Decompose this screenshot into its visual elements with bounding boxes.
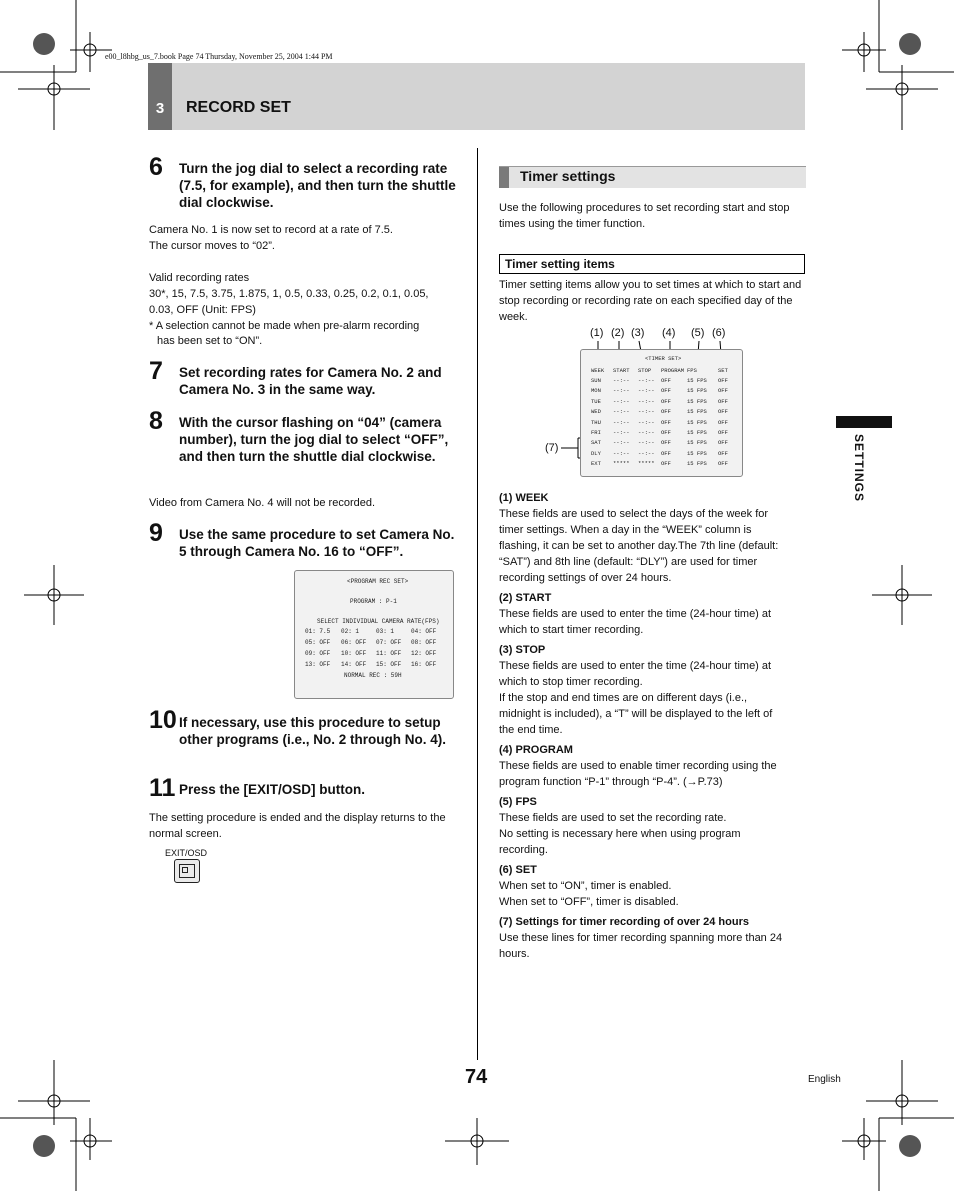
language-label: English: [808, 1074, 841, 1085]
side-tab-marker: [836, 416, 892, 428]
item-text-line: recording.: [499, 844, 548, 856]
screen-cell: 13: OFF: [305, 661, 331, 668]
step-11-note: The setting procedure is ended and the display returns to the normal screen.: [149, 812, 446, 840]
step-6-note-2: The cursor moves to “02”.: [149, 240, 275, 252]
valid-rates-note-2: has been set to “ON”.: [157, 335, 263, 347]
timer-screen-cell: TUE: [591, 397, 601, 405]
timer-screen-cell: MON: [591, 387, 601, 395]
screen-cell: 08: OFF: [411, 639, 437, 646]
timer-screen-cell: OFF: [718, 449, 728, 457]
timer-screen-cell: OFF: [661, 460, 671, 468]
screen-footer: NORMAL REC : 59H: [344, 672, 402, 679]
item-list: [499, 490, 807, 966]
timer-screen-cell: OFF: [661, 418, 671, 426]
timer-screen-cell: OFF: [661, 377, 671, 384]
timer-screen-cell: --:--: [613, 387, 630, 395]
item-text-line: which to stop timer recording.: [499, 676, 643, 688]
timer-screen-cell: 15 FPS: [687, 418, 707, 426]
timer-screen-cell: OFF: [661, 439, 671, 447]
timer-screen-cell: EXT: [591, 460, 601, 468]
valid-rates-title: Valid recording rates: [149, 272, 250, 284]
timer-screen-cell: DLY: [591, 449, 601, 457]
timer-screen-cell: WED: [591, 408, 601, 416]
callout-1: (1): [590, 327, 604, 339]
section-title: Timer settings: [520, 168, 616, 184]
step-6-number: 6: [149, 153, 163, 181]
section-intro: Use the following procedures to set recording start and stop times using the timer function.: [499, 202, 790, 230]
valid-rates-line-2: 0.03, OFF (Unit: FPS): [149, 304, 256, 316]
item-text-line: These fields are used to set the recording rate.: [499, 812, 727, 824]
step-6-text: Turn the jog dial to select a recording rate (7.5, for example), and then turn the shuttle dial clockwise.: [179, 161, 456, 210]
item-text-line: When set to “OFF”, timer is disabled.: [499, 896, 679, 908]
timer-screen-cell: --:--: [638, 418, 655, 426]
timer-screen-cell: OFF: [718, 429, 728, 436]
callout-4: (4): [662, 327, 676, 339]
timer-screen-cell: --:--: [638, 387, 655, 395]
timer-screen-cell: --:--: [613, 397, 630, 405]
screen-cell: 03: 1: [376, 628, 395, 635]
timer-screen-header: PROGRAM: [661, 367, 685, 374]
item-heading: (3) STOP: [499, 644, 546, 656]
screen-cell: 07: OFF: [376, 639, 402, 646]
timer-screen-cell: --:--: [613, 439, 630, 447]
screen-cell: 12: OFF: [411, 650, 437, 657]
timer-screen-cell: OFF: [718, 439, 728, 447]
screen-cell: 06: OFF: [341, 639, 367, 646]
timer-screen-cell: 15 FPS: [687, 429, 707, 436]
timer-screen-cell: --:--: [638, 449, 655, 457]
item-text-line: recording settings of over 24 hours.: [499, 572, 672, 584]
step-9-text: Use the same procedure to set Camera No. 5 through Camera No. 16 to “OFF”.: [179, 527, 455, 559]
timer-screen-cell: *****: [638, 460, 655, 468]
item-text-line: Use these lines for timer recording spanning more than 24: [499, 932, 783, 944]
timer-screen-cell: OFF: [661, 449, 671, 457]
callout-5: (5): [691, 327, 705, 339]
timer-screen-cell: THU: [591, 418, 601, 426]
timer-screen-header: START: [613, 367, 630, 374]
item-heading: (4) PROGRAM: [499, 744, 573, 756]
step-8-note: Video from Camera No. 4 will not be recorded.: [149, 497, 376, 509]
timer-screen-cell: --:--: [638, 429, 655, 436]
item-text-line: timer settings. When a day in the “WEEK” column is: [499, 524, 752, 536]
timer-screen-cell: OFF: [718, 377, 728, 384]
timer-screen-cell: 15 FPS: [687, 397, 707, 405]
item-text-line: which to start timer recording.: [499, 624, 644, 636]
timer-screen-header: WEEK: [591, 367, 605, 374]
timer-screen-cell: 15 FPS: [687, 449, 707, 457]
chapter-number: 3: [148, 63, 172, 130]
timer-screen-cell: SAT: [591, 439, 601, 447]
page-number: 74: [465, 1066, 488, 1088]
item-text-line: flashing, it can be set to another day.The 7th line (default:: [499, 540, 779, 552]
item-heading: (1) WEEK: [499, 492, 549, 504]
timer-screen-cell: OFF: [718, 397, 728, 405]
timer-screen-cell: OFF: [718, 387, 728, 395]
timer-screen-cell: SUN: [591, 377, 601, 384]
exit-osd-label: EXIT/OSD: [165, 848, 208, 858]
timer-screen-cell: --:--: [613, 418, 630, 426]
timer-screen-cell: 15 FPS: [687, 439, 707, 447]
item-heading: (2) START: [499, 592, 552, 604]
item-heading: (5) FPS: [499, 796, 537, 808]
screen-subtitle: SELECT INDIVIDUAL CAMERA RATE(FPS): [317, 618, 440, 625]
screen-cell: 01: 7.5: [305, 628, 331, 635]
valid-rates-line-1: 30*, 15, 7.5, 3.75, 1.875, 1, 0.5, 0.33, 0.25, 0.2, 0.1, 0.05,: [149, 288, 429, 300]
screen-program: PROGRAM : P-1: [350, 598, 397, 605]
timer-screen-cell: OFF: [661, 429, 671, 436]
timer-screen-cell: OFF: [718, 418, 728, 426]
timer-screen-cell: 15 FPS: [687, 460, 707, 468]
step-9-number: 9: [149, 519, 163, 547]
timer-screen-cell: --:--: [613, 429, 630, 436]
step-6-note-1: Camera No. 1 is now set to record at a rate of 7.5.: [149, 224, 393, 236]
screen-cell: 05: OFF: [305, 639, 331, 646]
timer-screen-cell: --:--: [638, 408, 655, 416]
screen-cell: 09: OFF: [305, 650, 331, 657]
item-text-line: hours.: [499, 948, 530, 960]
timer-screen-header: SET: [718, 367, 728, 374]
timer-screen-cell: OFF: [661, 408, 671, 416]
item-text-line: These fields are used to select the days of the week for: [499, 508, 769, 520]
file-info: e00_l8hbg_us_7.book Page 74 Thursday, November 25, 2004 1:44 PM: [105, 52, 333, 61]
item-text-line: If the stop and end times are on different days (i.e.,: [499, 692, 748, 704]
screen-cell: 10: OFF: [341, 650, 367, 657]
screen-cell: 04: OFF: [411, 628, 437, 635]
item-text-line: “SAT”) and 8th line (default: “DLY”) are used for timer: [499, 556, 758, 568]
timer-screen-cell: *****: [613, 460, 630, 468]
step-10-text: If necessary, use this procedure to setup other programs (i.e., No. 2 through No. 4).: [179, 715, 447, 747]
callout-2: (2): [611, 327, 625, 339]
timer-screen-cell: --:--: [638, 377, 655, 384]
screen-cell: 11: OFF: [376, 650, 402, 657]
timer-screen-header: STOP: [638, 367, 652, 374]
timer-screen-cell: --:--: [613, 449, 630, 457]
side-tab-label: SETTINGS: [852, 434, 866, 503]
step-7-text: Set recording rates for Camera No. 2 and Camera No. 3 in the same way.: [179, 365, 442, 397]
timer-screen-cell: FRI: [591, 429, 601, 436]
screen-cell: 15: OFF: [376, 661, 402, 668]
timer-screen-cell: OFF: [718, 460, 728, 468]
screen-cell: 02: 1: [341, 628, 360, 635]
item-text-line: These fields are used to enable timer recording using the: [499, 760, 777, 772]
item-heading: (7) Settings for timer recording of over 24 hours: [499, 916, 749, 928]
step-11-number: 11: [149, 774, 176, 802]
item-text-line: When set to “ON”, timer is enabled.: [499, 880, 672, 892]
subsection-intro: Timer setting items allow you to set times at which to start and stop recording or recording rate on each specified day of the week.: [499, 279, 802, 323]
timer-screen-cell: --:--: [638, 397, 655, 405]
timer-screen-cell: 15 FPS: [687, 408, 707, 416]
timer-screen-header: FPS: [687, 367, 697, 374]
timer-screen-cell: OFF: [661, 387, 671, 395]
step-8-number: 8: [149, 407, 163, 435]
screen-title: <PROGRAM REC SET>: [347, 578, 409, 585]
timer-screen-title: <TIMER SET>: [645, 355, 682, 362]
timer-screen-cell: OFF: [661, 397, 671, 405]
callout-3: (3): [631, 327, 645, 339]
valid-rates-note-1: * A selection cannot be made when pre-alarm recording: [149, 320, 420, 332]
timer-screen-cell: 15 FPS: [687, 377, 707, 384]
timer-screen-cell: --:--: [613, 377, 630, 384]
screen-cell: 16: OFF: [411, 661, 437, 668]
item-text-line: program function “P-1” through “P-4”. (→P.73): [499, 776, 723, 788]
callout-7: (7): [545, 442, 559, 454]
timer-screen-cell: --:--: [638, 439, 655, 447]
timer-screen-cell: 15 FPS: [687, 387, 707, 395]
chapter-title: RECORD SET: [186, 99, 291, 116]
item-text-line: These fields are used to enter the time (24-hour time) at: [499, 608, 772, 620]
item-text-line: These fields are used to enter the time (24-hour time) at: [499, 660, 772, 672]
timer-screen-cell: OFF: [718, 408, 728, 416]
step-7-number: 7: [149, 357, 163, 385]
step-11-text: Press the [EXIT/OSD] button.: [179, 782, 366, 797]
timer-set-screen: [580, 349, 743, 477]
subsection-title: Timer setting items: [499, 254, 805, 274]
callout-6: (6): [712, 327, 726, 339]
item-heading: (6) SET: [499, 864, 537, 876]
step-10-number: 10: [149, 706, 177, 734]
item-text-line: midnight is included), a “T” will be displayed to the left of: [499, 708, 773, 720]
timer-screen-cell: --:--: [613, 408, 630, 416]
step-8-text: With the cursor flashing on “04” (camera number), turn the jog dial to select “OFF”, and then turn the shuttle dial clockwise.: [179, 415, 449, 464]
item-text-line: the end time.: [499, 724, 563, 736]
screen-cell: 14: OFF: [341, 661, 367, 668]
item-text-line: No setting is necessary here when using program: [499, 828, 741, 840]
